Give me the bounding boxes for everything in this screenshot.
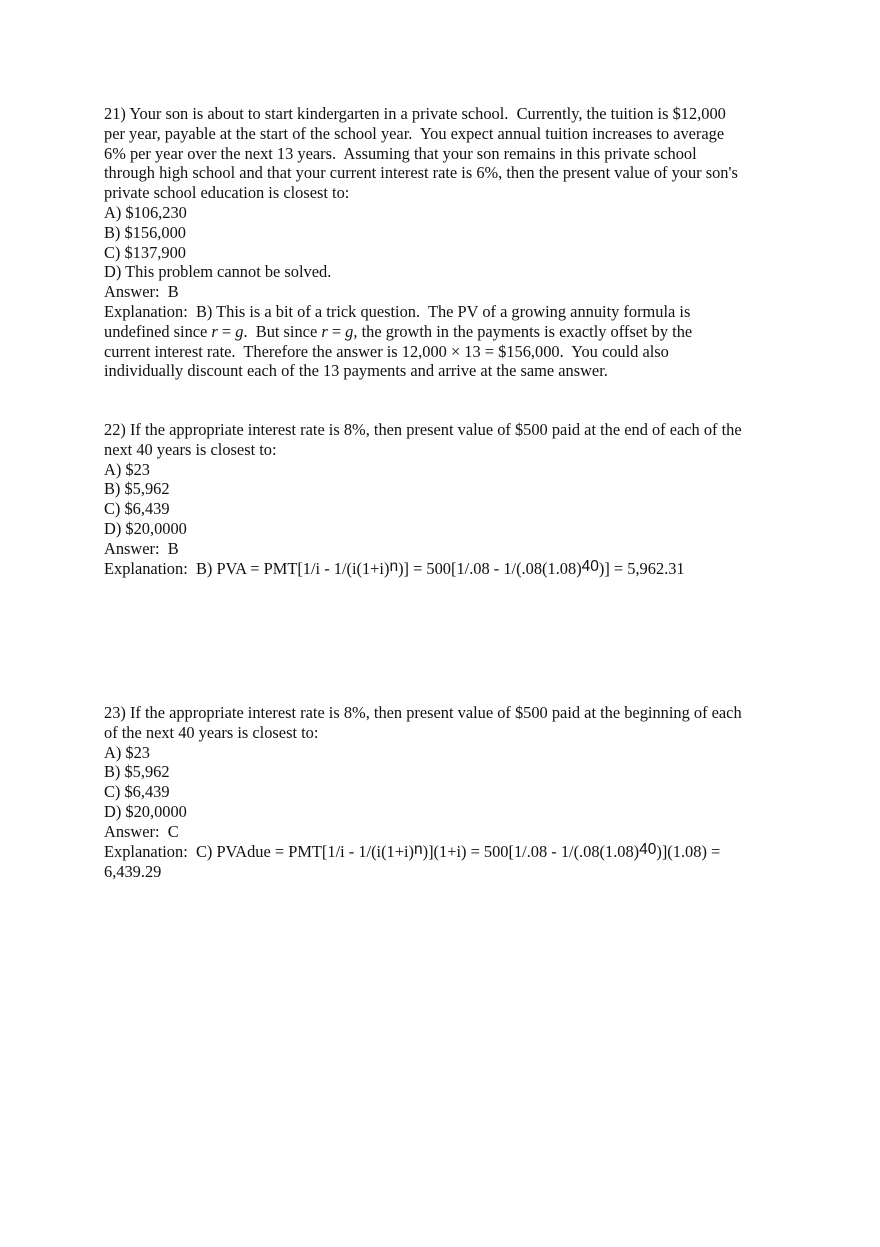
explanation-line: 6,439.29: [104, 862, 162, 882]
question-text-line: 22) If the appropriate interest rate is 8%, then present value of $500 paid at the end of each of the: [104, 420, 742, 439]
explanation-text: Explanation: B) PVA = PMT[1/i - 1/(i(1+i): [104, 558, 390, 578]
question-text-line: private school education is closest to:: [104, 183, 350, 203]
option-a: A) $23: [104, 459, 150, 479]
explanation-line: [104, 322, 794, 342]
question-text-line: per year, payable at the start of the school year. You expect annual tuition increases to average: [104, 123, 725, 143]
explanation-text: , the growth in the payments is exactly offset by the: [353, 321, 693, 341]
question-text-line: 6% per year over the next 13 years. Assuming that your son remains in this private school: [104, 143, 697, 163]
question-23: [104, 703, 794, 882]
question-text-line: of the next 40 years is closest to:: [104, 722, 319, 742]
variable-g: g: [235, 321, 244, 341]
explanation-text: )](1+i) = 500[1/.08 - 1/(.08(1.08): [422, 841, 640, 861]
option-d: D) $20,0000: [104, 801, 187, 821]
exponent-n: n: [414, 840, 423, 858]
option-a: A) $23: [104, 742, 150, 762]
variable-r: r: [321, 321, 328, 341]
answer: Answer: B: [104, 538, 179, 558]
explanation-text: )] = 5,962.31: [598, 558, 685, 578]
equals-sign: =: [217, 321, 236, 341]
explanation-line: current interest rate. Therefore the answer is 12,000 × 13 = $156,000. You could also: [104, 341, 669, 361]
question-text-line: 21) Your son is about to start kindergarten in a private school. Currently, the tuition is $12,000: [104, 104, 726, 123]
exponent-n: n: [389, 557, 399, 575]
explanation-line: Explanation: B) This is a bit of a trick question. The PV of a growing annuity formula is: [104, 301, 691, 321]
question-21: [104, 104, 794, 381]
question-text-line: next 40 years is closest to:: [104, 439, 277, 459]
explanation-line: individually discount each of the 13 payments and arrive at the same answer.: [104, 361, 608, 381]
question-text-line: through high school and that your current interest rate is 6%, then the present value of your son's: [104, 163, 738, 183]
option-d: D) $20,0000: [104, 518, 187, 538]
explanation-text: . But since: [243, 321, 322, 341]
exponent-40: 40: [581, 557, 599, 575]
exponent-40: 40: [639, 840, 657, 858]
option-c: C) $137,900: [104, 242, 186, 262]
option-b: B) $5,962: [104, 762, 170, 782]
explanation-text: )](1.08) =: [656, 841, 721, 861]
answer: Answer: B: [104, 282, 179, 302]
option-d: D) This problem cannot be solved.: [104, 262, 332, 282]
option-b: B) $5,962: [104, 479, 170, 499]
question-22: [104, 420, 794, 579]
option-a: A) $106,230: [104, 202, 187, 222]
answer: Answer: C: [104, 821, 179, 841]
explanation-text: undefined since: [104, 321, 212, 341]
variable-g: g: [345, 321, 354, 341]
explanation-text: Explanation: C) PVAdue = PMT[1/i - 1/(i(1+i): [104, 841, 415, 861]
option-b: B) $156,000: [104, 222, 186, 242]
question-text-line: 23) If the appropriate interest rate is 8%, then present value of $500 paid at the beginning of each: [104, 703, 742, 722]
explanation-line: [104, 842, 794, 863]
option-c: C) $6,439: [104, 782, 170, 802]
variable-r: r: [211, 321, 218, 341]
equals-sign: =: [327, 321, 346, 341]
explanation-line: [104, 559, 794, 580]
explanation-text: )] = 500[1/.08 - 1/(.08(1.08): [398, 558, 582, 578]
option-c: C) $6,439: [104, 499, 170, 519]
